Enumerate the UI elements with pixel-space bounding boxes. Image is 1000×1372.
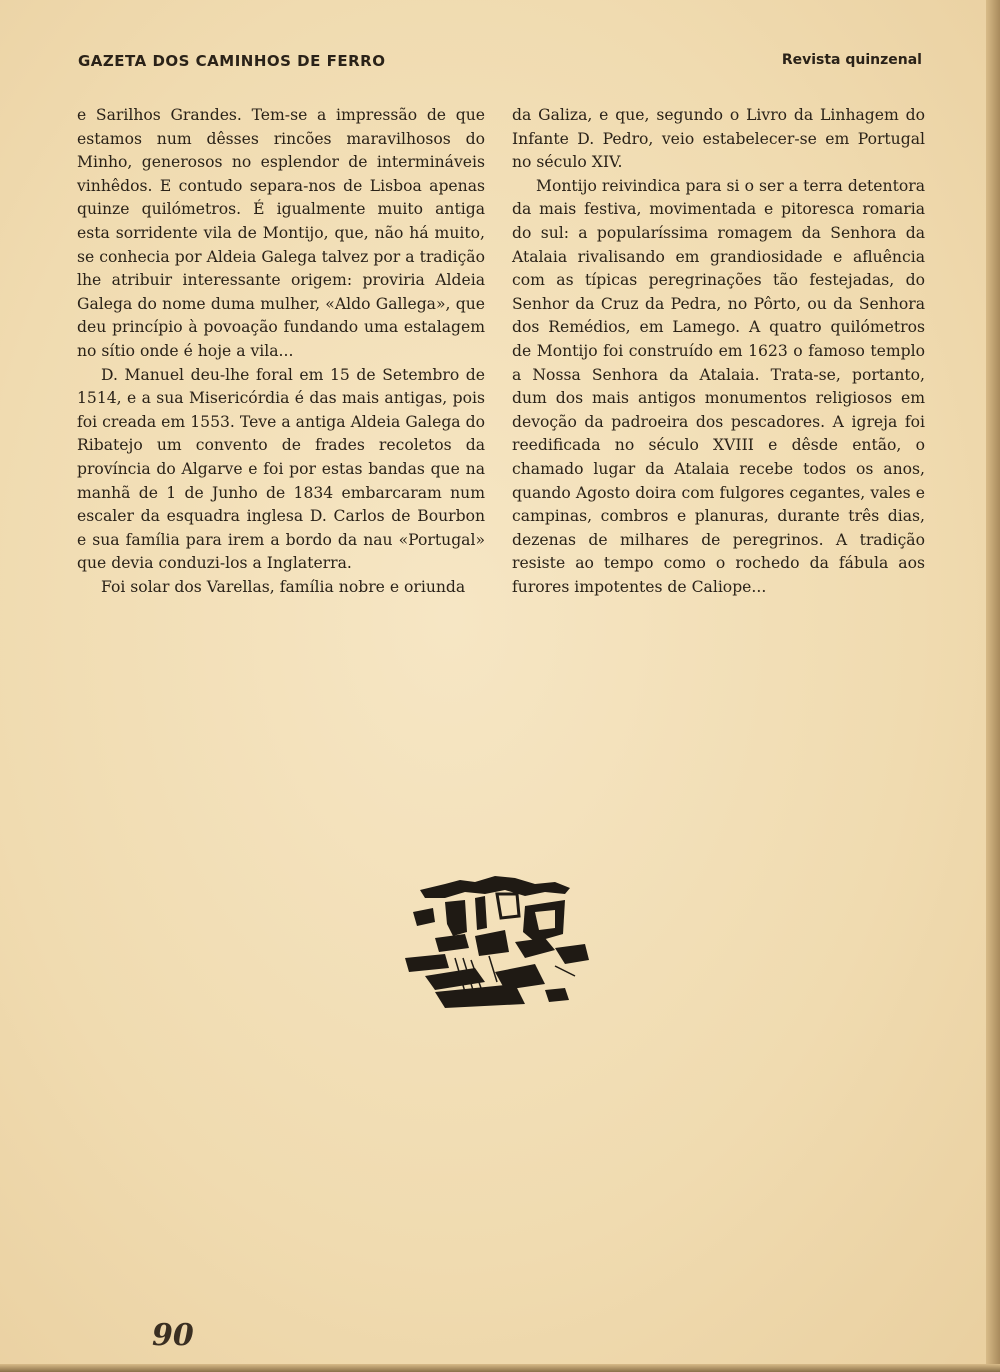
paragraph: e Sarilhos Grandes. Tem-se a impressão de que estamos num dêsses rincões maravilhosos do Minho, generosos no esplendor de intermináveis vinhêdos. E contudo separa-nos de Lisboa apenas quinze quilómetros. É igualmente muito antiga esta sorridente vila de Montijo, que, não há muito, se conhecia por Aldeia Galega talvez por a tradição lhe atribuir interessante origem: proviria Aldeia Galega do nome duma mulher, «Aldo Gallega», que deu princípio à povoação fundando uma estalagem no sítio onde é hoje a vila...: [77, 106, 485, 360]
article-column-left: [77, 104, 485, 599]
publication-subtitle: Revista quinzenal: [781, 52, 922, 68]
paragraph: Montijo reivindica para si o ser a terra detentora da mais festiva, movimentada e pitoresca romaria do sul: a popularíssima romagem da Senhora da Atalaia rivalisando em grandiosidade e afluência com as típicas peregrinações tão festejadas, do Senhor da Cruz da Pedra, no Pôrto, ou da Senhora dos Remédios, em Lamego. A quatro quilómetros de Montijo foi construído em 1623 o famoso templo a Nossa Senhora da Atalaia. Trata-se, portanto, dum dos mais antigos monumentos religiosos em devoção da padroeira dos pescadores. A igreja foi reedificada no século XVIII e dêsde então, o chamado lugar da Atalaia recebe todos os anos, quando Agosto doira com fulgores cegantes, vales e campinas, combros e planuras, durante três dias, dezenas de milhares de peregrinos. A tradição resiste ao tempo como o rochedo da fábula aos furores impotentes de Caliope...: [512, 176, 925, 596]
publication-title: GAZETA DOS CAMINHOS DE FERRO: [78, 52, 386, 70]
page-edge-shadow: [986, 0, 1000, 1372]
paragraph: D. Manuel deu-lhe foral em 15 de Setembro de 1514, e a sua Misericórdia é das mais antigas, pois foi creada em 1553. Teve a antiga Aldeia Galega do Ribatejo um convento de frades recoletos da província do Algarve e foi por estas bandas que na manhã de 1 de Junho de 1834 embarcaram num escaler da esquadra inglesa D. Carlos de Bourbon e sua família para irem a bordo da nau «Portugal» que devia conduzi-los a Inglaterra.: [77, 365, 485, 573]
page-bottom-edge: [0, 1364, 1000, 1372]
article-column-right: [512, 104, 925, 599]
paragraph: Foi solar dos Varellas, família nobre e oriunda: [101, 577, 466, 596]
village-woodcut-illustration: [405, 872, 595, 1012]
page-number: 90: [152, 1318, 194, 1353]
paragraph: da Galiza, e que, segundo o Livro da Linhagem do Infante D. Pedro, veio estabelecer-se em Portugal no século XIV.: [512, 106, 925, 172]
